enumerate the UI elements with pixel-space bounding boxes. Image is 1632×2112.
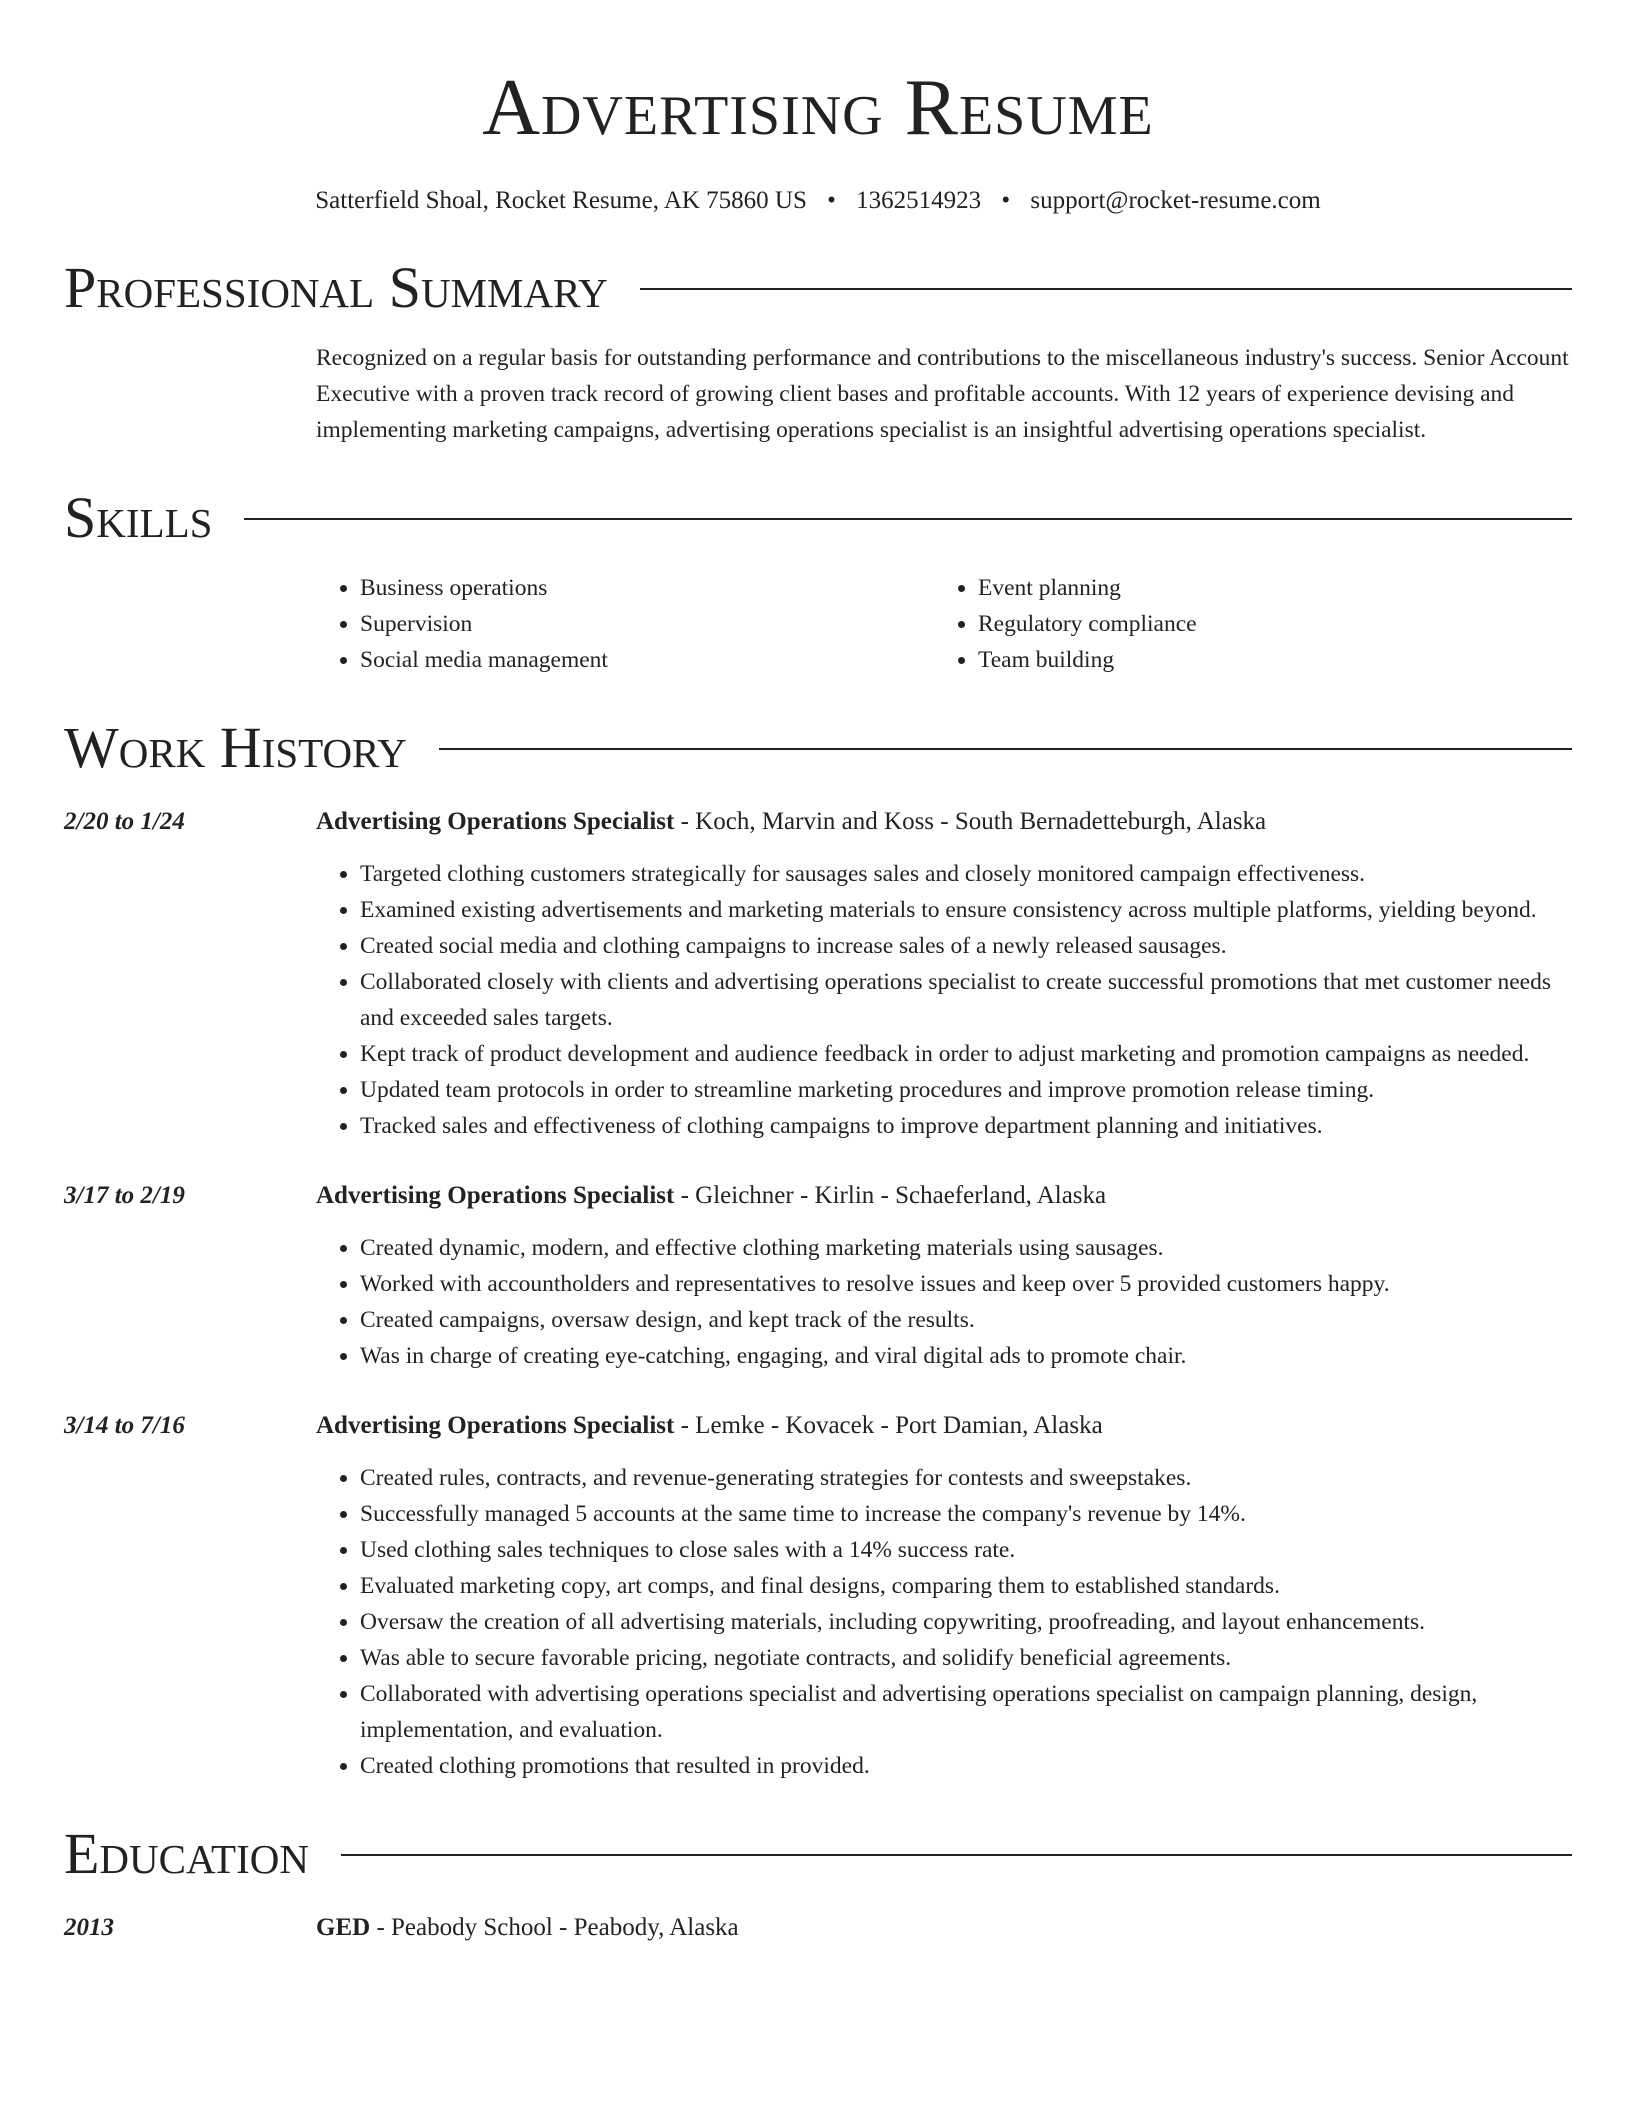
- skill-item: • Event planning: [978, 570, 1552, 606]
- job-dates: 2/20 to 1/24: [64, 808, 185, 835]
- education-degree: GED: [316, 1914, 371, 1941]
- job-header: [64, 1408, 1572, 1444]
- job-bullet: • Evaluated marketing copy, art comps, and final designs, comparing them to established standards.: [360, 1568, 1572, 1604]
- job-bullet: • Created rules, contracts, and revenue-generating strategies for contests and sweepstakes.: [360, 1460, 1572, 1496]
- job-bullet: • Created dynamic, modern, and effective clothing marketing materials using sausages.: [360, 1230, 1572, 1266]
- job-bullet: • Was able to secure favorable pricing, negotiate contracts, and solidify beneficial agreements.: [360, 1640, 1572, 1676]
- skill-item: • Supervision: [360, 606, 934, 642]
- contact-separator: •: [1001, 187, 1011, 214]
- job-title: Advertising Operations Specialist: [316, 1182, 675, 1209]
- job-entry: [64, 1178, 1572, 1374]
- job-bullet: • Successfully managed 5 accounts at the same time to increase the company's revenue by 14%.: [360, 1496, 1572, 1532]
- job-header: [64, 1178, 1572, 1214]
- job-bullet: • Collaborated with advertising operations specialist and advertising operations specialist on campaign planning, design, implementation, and evaluation.: [360, 1676, 1572, 1748]
- section-divider: [640, 288, 1572, 290]
- skills-column-left: [316, 570, 934, 678]
- skills-section-title: Skills: [64, 485, 213, 550]
- job-bullets: [316, 856, 1572, 1144]
- job-entry: [64, 1408, 1572, 1784]
- skill-item: • Team building: [978, 642, 1552, 678]
- skills-column-right: [934, 570, 1552, 678]
- skill-item: • Business operations: [360, 570, 934, 606]
- skills-section-header: [64, 482, 1572, 554]
- job-bullet: • Targeted clothing customers strategically for sausages sales and closely monitored campaign effectiveness.: [360, 856, 1572, 892]
- summary-section-title: Professional Summary: [64, 255, 608, 320]
- job-details: - Lemke - Kovacek - Port Damian, Alaska: [674, 1412, 1103, 1439]
- job-title: Advertising Operations Specialist: [316, 1412, 675, 1439]
- education-details: - Peabody School - Peabody, Alaska: [370, 1914, 739, 1941]
- work-section-title: Work History: [64, 715, 407, 780]
- contact-phone: 1362514923: [856, 187, 982, 214]
- job-bullet: • Created social media and clothing campaigns to increase sales of a newly released sausages.: [360, 928, 1572, 964]
- section-divider: [244, 518, 1572, 520]
- job-bullet: • Worked with accountholders and representatives to resolve issues and keep over 5 provided customers happy.: [360, 1266, 1572, 1302]
- education-section-header: [64, 1818, 1572, 1890]
- summary-text: Recognized on a regular basis for outstanding performance and contributions to the miscellaneous industry's success. Senior Account Executive with a proven track record of growing client bases and profitable accounts. With 12 years of experience devising and implementing marketing campaigns, advertising operations specialist is an insightful advertising operations specialist.: [316, 345, 1569, 443]
- skill-item: • Social media management: [360, 642, 934, 678]
- job-bullet: • Kept track of product development and audience feedback in order to adjust marketing and promotion campaigns as needed.: [360, 1036, 1572, 1072]
- summary-section-header: [64, 252, 1572, 324]
- resume-page: [64, 0, 1572, 1946]
- job-details: - Koch, Marvin and Koss - South Bernadetteburgh, Alaska: [674, 808, 1267, 835]
- job-bullet: • Tracked sales and effectiveness of clothing campaigns to improve department planning and initiatives.: [360, 1108, 1572, 1144]
- contact-address: Satterfield Shoal, Rocket Resume, AK 75860 US: [315, 187, 807, 214]
- education-section-title: Education: [64, 1821, 309, 1886]
- resume-name: Advertising Resume: [482, 64, 1154, 152]
- job-bullet: • Updated team protocols in order to streamline marketing procedures and improve promotion release timing.: [360, 1072, 1572, 1108]
- job-dates: 3/14 to 7/16: [64, 1412, 185, 1439]
- section-divider: [341, 1854, 1572, 1856]
- education-entry: [64, 1910, 1572, 1946]
- job-bullet: • Created campaigns, oversaw design, and kept track of the results.: [360, 1302, 1572, 1338]
- job-details: - Gleichner - Kirlin - Schaeferland, Alaska: [674, 1182, 1107, 1209]
- contact-email: support@rocket-resume.com: [1030, 187, 1321, 214]
- job-bullet: • Examined existing advertisements and marketing materials to ensure consistency across multiple platforms, yielding beyond.: [360, 892, 1572, 928]
- skills-list: [316, 570, 1572, 678]
- job-entry: [64, 804, 1572, 1144]
- job-dates: 3/17 to 2/19: [64, 1182, 185, 1209]
- job-bullet: • Collaborated closely with clients and advertising operations specialist to create successful promotions that met customer needs and exceeded sales targets.: [360, 964, 1572, 1036]
- contact-separator: •: [827, 187, 836, 214]
- job-bullet: • Was in charge of creating eye-catching, engaging, and viral digital ads to promote chair.: [360, 1338, 1572, 1374]
- job-title: Advertising Operations Specialist: [316, 808, 675, 835]
- skill-item: • Regulatory compliance: [978, 606, 1552, 642]
- job-bullet: • Used clothing sales techniques to close sales with a 14% success rate.: [360, 1532, 1572, 1568]
- job-bullet: • Created clothing promotions that resulted in provided.: [360, 1748, 1572, 1784]
- job-bullets: [316, 1460, 1572, 1784]
- work-section-header: [64, 712, 1572, 784]
- job-bullets: [316, 1230, 1572, 1374]
- contact-line: [64, 184, 1572, 218]
- job-header: [64, 804, 1572, 840]
- education-year: 2013: [64, 1914, 114, 1941]
- section-divider: [439, 748, 1572, 750]
- job-bullet: • Oversaw the creation of all advertising materials, including copywriting, proofreading, and layout enhancements.: [360, 1604, 1572, 1640]
